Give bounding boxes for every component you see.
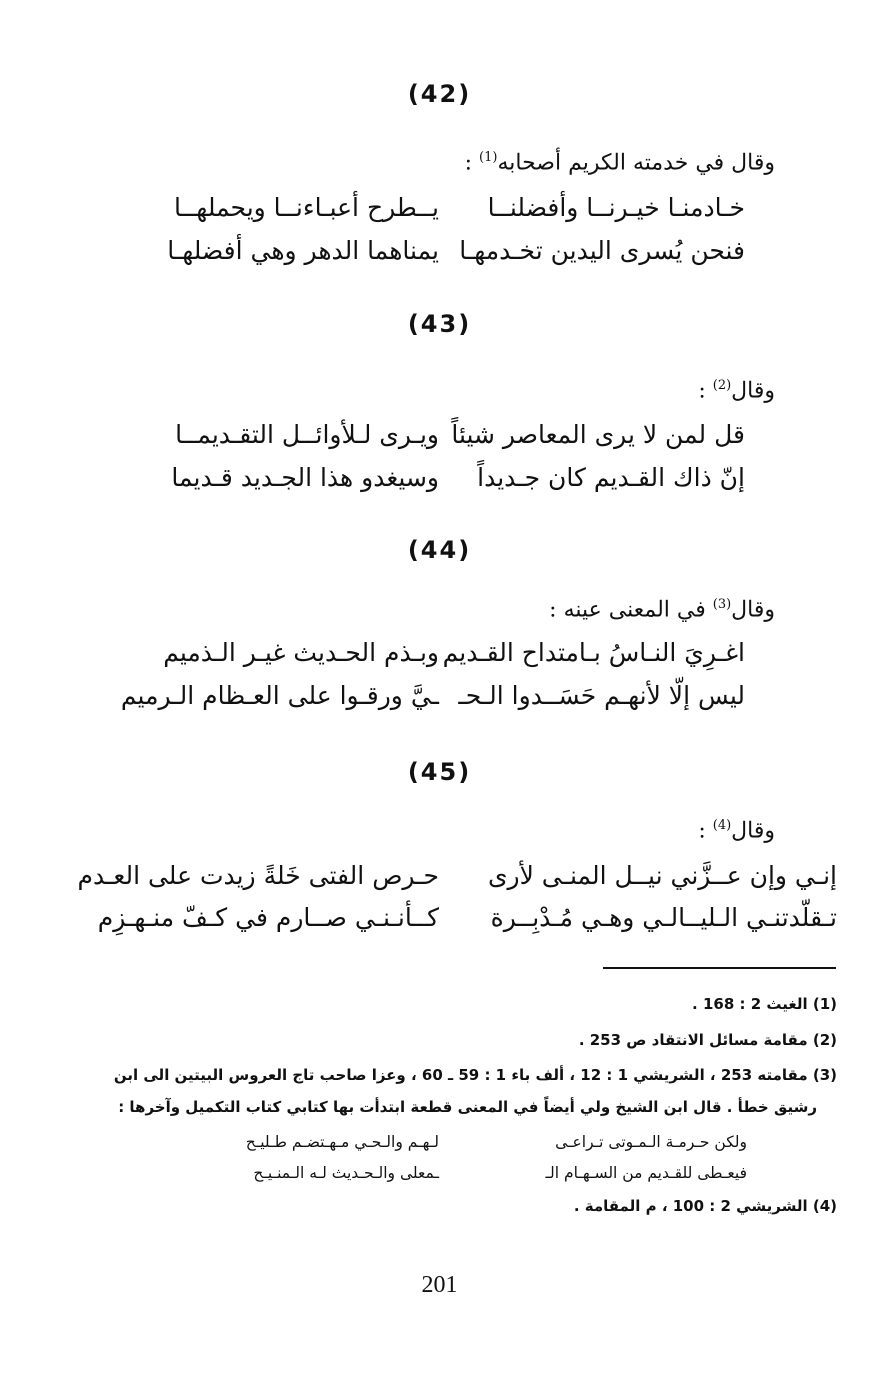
verse-second-hemistich: ويـرى لـلأوائــل التقـديمــا (175, 420, 439, 449)
verse-second-hemistich: وبـذم الحـديث غيـر الـذميم (163, 638, 439, 667)
footnote-ref: (4) (712, 818, 732, 833)
verse-first-hemistich: فنحن يُسرى اليدين تخـدمهـا (459, 236, 745, 265)
page-number: 201 (421, 1272, 458, 1298)
verse-first-hemistich: إنّ ذاك القـديم كان جـديداً (477, 463, 745, 492)
verse-second-hemistich: كــأنـنـي صــارم في كـفّ منـهـزِم (97, 903, 439, 932)
poem-intro: وقال$^{(3)}$ في المعنى عينه : (549, 597, 775, 623)
footnote-verse-second: لـهـم والـحـي مـهـتضـم طـليـح (245, 1133, 439, 1151)
footnote-3-line-1: (3) مقامته 253 ، الشريشي 1 : 12 ، ألف باء 1 : 59 ـ 60 ، وعزا صاحب تاج العروس البيتين الى ابن (113, 1066, 837, 1084)
footnote-1: (1) الغيث 2 : 168 . (692, 995, 837, 1013)
verse-second-hemistich: يــطرح أعبـاءنــا ويحملهــا (174, 193, 439, 222)
verse-first-hemistich: إنـي وإن عــزَّني نيــل المنـى لأرى (487, 861, 837, 890)
footnote-ref: (1) (479, 150, 498, 165)
footnote-verse-second: ـمعلى والـحـديث لـه الـمنـيـح (253, 1164, 439, 1182)
verse-first-hemistich: تـقلّدتنـي الـليــالـي وهـي مُـدْبِــرة (490, 903, 837, 932)
poem-number: (43) (407, 310, 472, 338)
poem-intro: وقال$^{(2)}$ : (698, 378, 775, 404)
poem-intro: وقال$^{(4)}$ : (698, 818, 775, 844)
footnote-verse-first: فيعـطى للقـديم من السـهـام الـ (545, 1164, 747, 1182)
poem-number: (44) (407, 536, 472, 564)
footnote-2: (2) مقامة مسائل الانتقاد ص 253 . (578, 1031, 837, 1049)
footnote-verse-first: ولكن حـرمـة الـمـوتى تـراعـى (555, 1133, 747, 1151)
verse-second-hemistich: ـيَّ ورقـوا على العـظام الـرميم (120, 681, 439, 710)
verse-first-hemistich: خـادمنـا خيـرنــا وأفضلنــا (487, 193, 745, 222)
poem-number: (45) (407, 758, 472, 786)
footnote-ref: (2) (712, 378, 732, 393)
footnote-ref: (3) (712, 597, 732, 612)
verse-first-hemistich: ليس إلّا لأنهـم حَسَــدوا الـحـ (458, 681, 745, 710)
footnote-3-line-2: رشيق خطأ . قال ابن الشيخ ولي أيضاً في المعنى قطعة ابتدأت بها كتابي كتاب التكميل وآخرها : (118, 1098, 817, 1116)
verse-second-hemistich: يمناهما الدهر وهي أفضلهـا (167, 236, 439, 265)
verse-first-hemistich: قل لمن لا يرى المعاصر شيئاً (451, 420, 745, 449)
footnote-separator (603, 967, 836, 969)
footnote-4: (4) الشريشي 2 : 100 ، م المقامة . (573, 1197, 837, 1215)
poem-number: (42) (407, 80, 472, 108)
verse-second-hemistich: حـرص الفتى خَلةً زيدت على العـدم (77, 861, 439, 890)
poem-intro: وقال في خدمته الكريم أصحابه$^{(1)}$ : (464, 150, 775, 176)
verse-second-hemistich: وسيغدو هذا الجـديد قـديما (171, 463, 439, 492)
verse-first-hemistich: اغـرِيَ النـاسُ بـامتداح القـديم (442, 638, 745, 667)
